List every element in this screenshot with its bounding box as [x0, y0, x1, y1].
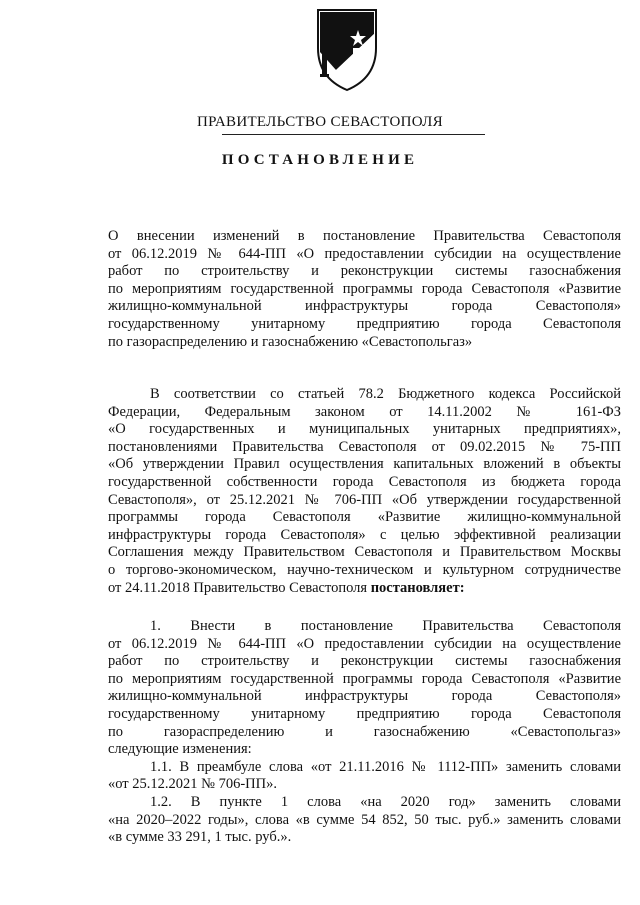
item-1-line: государственному унитарному предприятию города Севастополя	[108, 705, 621, 722]
preamble-line: Севастополя», от 25.12.2021 № 706-ПП «Об утверждении государственной	[108, 491, 621, 508]
subject-line: О внесении изменений в постановление Правительства Севастополя	[108, 228, 621, 244]
item-1-tail: следующие изменения:	[108, 741, 252, 758]
subject-line: жилищно-коммунальной инфраструктуры города Севастополя»	[108, 298, 621, 315]
item-1-line: 1. Внести в постановление Правительства Севастополя	[150, 618, 621, 634]
preamble-line: о торгово-экономическом, научно-техническом и культурном сотрудничестве	[108, 561, 621, 578]
document-subject	[108, 228, 621, 351]
sevastopol-coat-of-arms-emblem	[312, 4, 382, 94]
preamble-line: постановлениями Правительства Севастополя от 09.02.2015 № 75-ПП	[108, 438, 621, 455]
preamble-line: государственной собственности города Севастополя из бюджета города	[108, 473, 621, 490]
preamble-line: В соответствии со статьей 78.2 Бюджетного кодекса Российской	[150, 386, 621, 402]
government-title: ПРАВИТЕЛЬСТВО СЕВАСТОПОЛЯ	[197, 114, 443, 130]
title-underline	[222, 134, 485, 135]
item-1-line: по газораспределению и газоснабжению «Севастопольгаз»	[108, 723, 621, 740]
subject-line: государственному унитарному предприятию города Севастополя	[108, 315, 621, 332]
item-1-paragraph	[108, 618, 621, 847]
item-1-2-tail: «в сумме 33 291, 1 тыс. руб.».	[108, 829, 292, 846]
item-1-line: жилищно-коммунальной инфраструктуры города Севастополя»	[108, 688, 621, 705]
preamble-line: программы города Севастополя «Развитие жилищно-коммунальной	[108, 509, 621, 526]
preamble-line: «О государственных и муниципальных унитарных предприятиях»,	[108, 421, 621, 438]
item-1-2-line: «на 2020–2022 годы», слова «в сумме 54 852, 50 тыс. руб.» заменить словами	[108, 811, 621, 828]
item-1-2-line: 1.2. В пункте 1 слова «на 2020 год» заменить словами	[150, 793, 621, 810]
item-1-line: от 06.12.2019 № 644-ПП «О предоставлении субсидии на осуществление	[108, 635, 621, 652]
item-1-1-line: 1.1. В преамбуле слова «от 21.11.2016 № 1112-ПП» заменить словами	[150, 758, 621, 775]
subject-line: по мероприятиям государственной программы города Севастополя «Развитие	[108, 280, 621, 297]
item-1-1-tail: «от 25.12.2021 № 706-ПП».	[108, 776, 278, 793]
preamble-paragraph	[108, 386, 621, 597]
preamble-line: «Об утверждении Правил осуществления капитальных вложений в объекты	[108, 456, 621, 473]
subject-line: по газораспределению и газоснабжению «Севастопольгаз»	[108, 333, 473, 350]
preamble-line: Федерации, Федеральным законом от 14.11.2002 № 161-ФЗ	[108, 403, 621, 420]
item-1-line: по мероприятиям государственной программы города Севастополя «Развитие	[108, 670, 621, 687]
subject-line: работ по строительству и реконструкции системы газоснабжения	[108, 263, 621, 280]
subject-line: от 06.12.2019 № 644-ПП «О предоставлении субсидии на осуществление	[108, 245, 621, 262]
preamble-line: Соглашения между Правительством Севастополя и Правительством Москвы	[108, 544, 621, 561]
preamble-line: инфраструктуры города Севастополя» с целью эффективной реализации	[108, 526, 621, 543]
document-type-heading: ПОСТАНОВЛЕНИЕ	[221, 152, 419, 168]
item-1-line: работ по строительству и реконструкции системы газоснабжения	[108, 653, 621, 670]
preamble-last-line	[108, 580, 621, 598]
preamble-last-text: от 24.11.2018 Правительство Севастополя	[108, 579, 371, 596]
decree-verb: постановляет:	[370, 579, 465, 596]
